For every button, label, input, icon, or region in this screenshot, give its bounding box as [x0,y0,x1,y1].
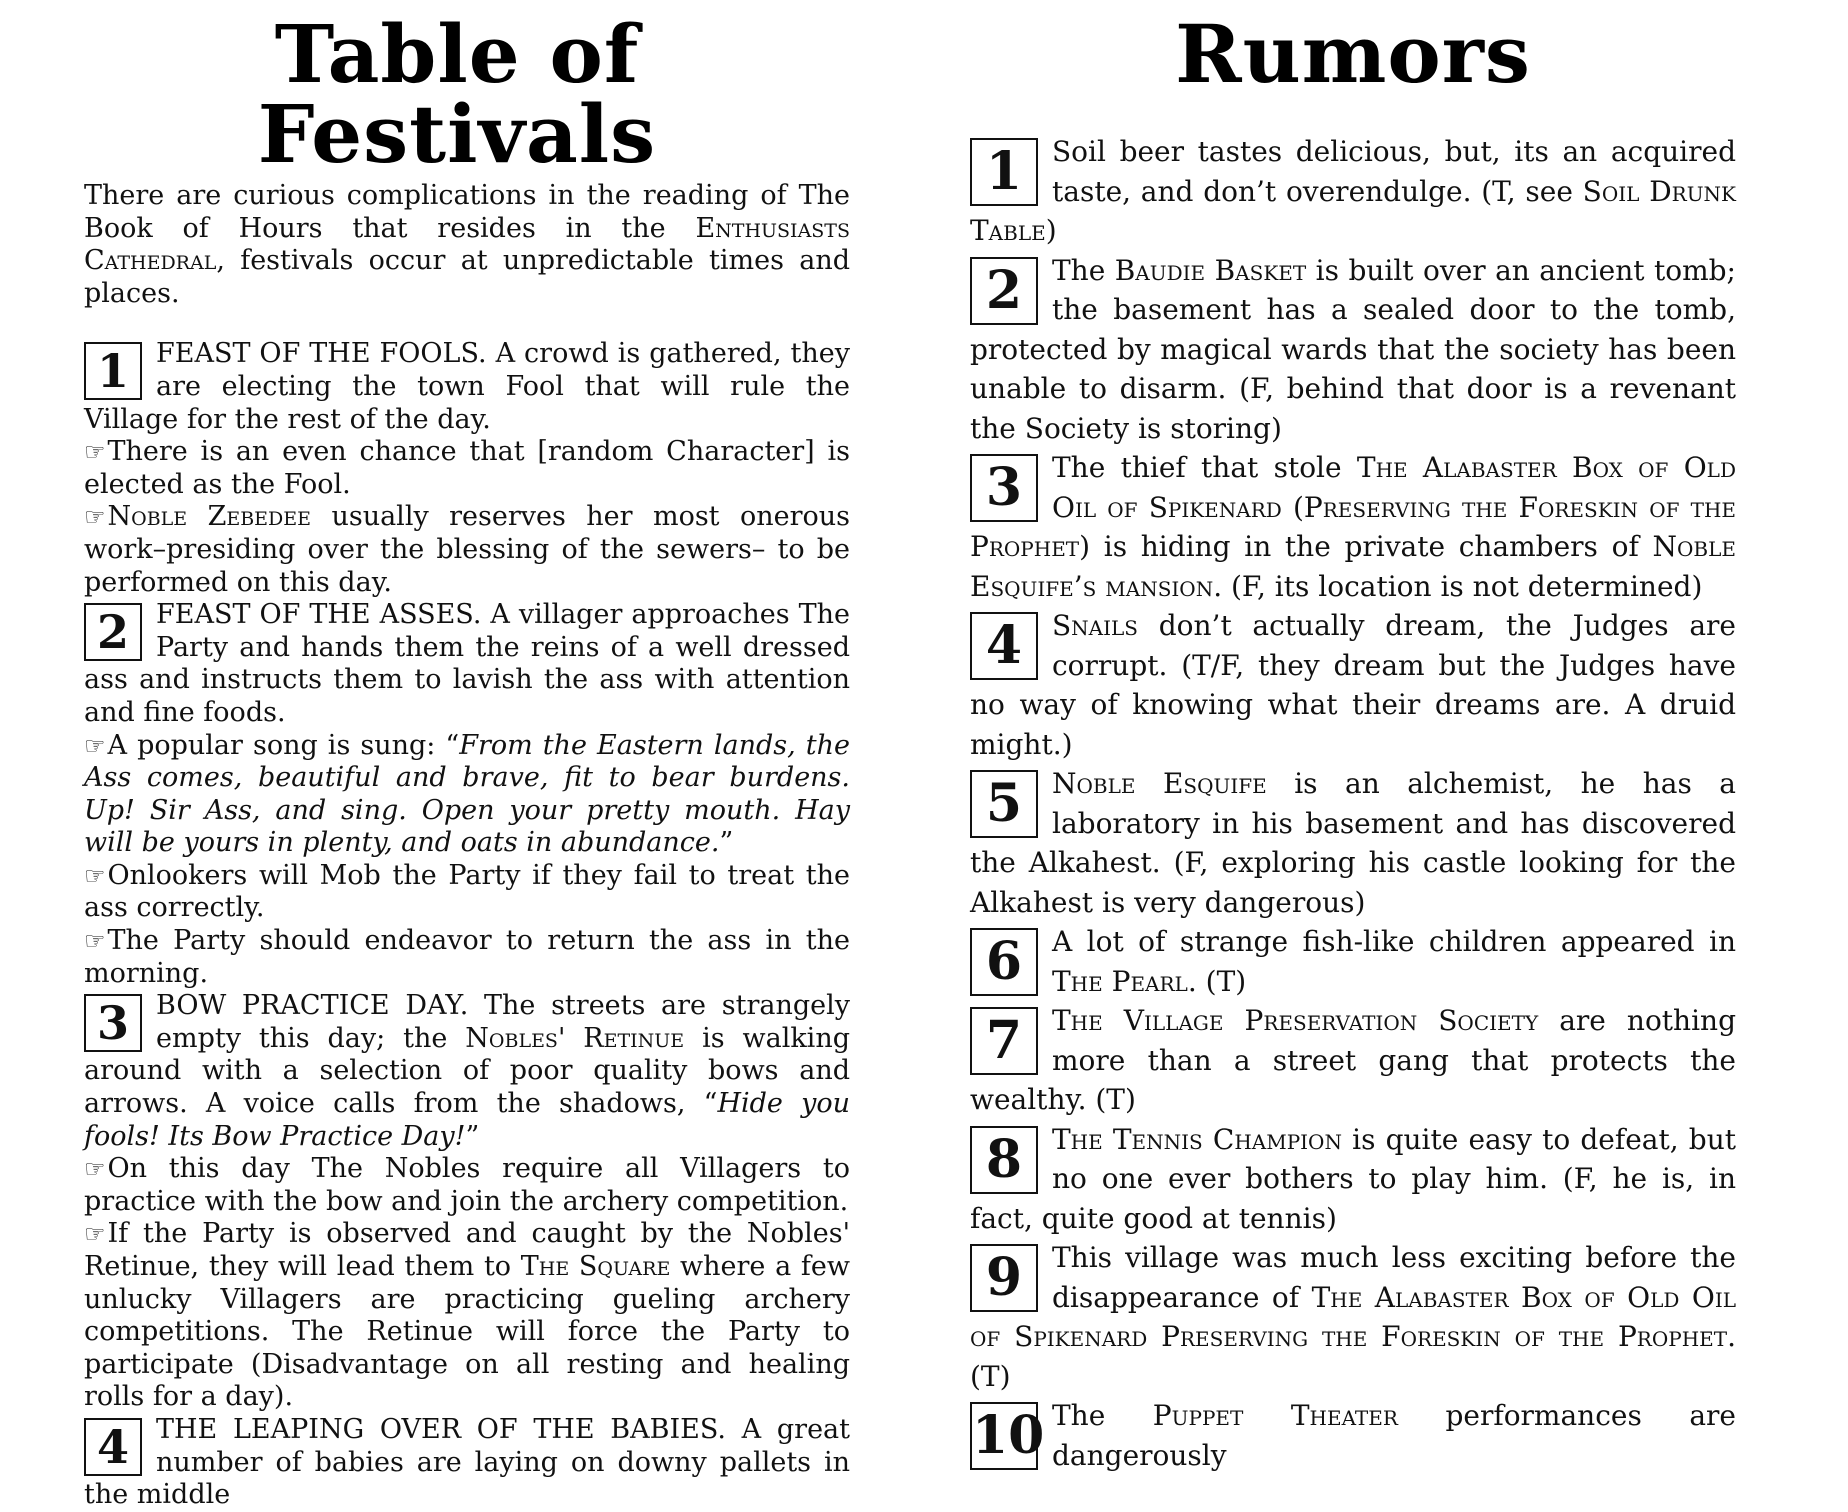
rumor-name: Noble Esquife [1052,767,1267,800]
entry-number-box: 6 [970,928,1038,996]
entry-text: is walking around with a selection of poor quality bows and arrows. A voice calls from the shadows, “ [84,1022,850,1120]
pointing-hand-icon: ☞ [84,1220,106,1249]
rumor-name: Puppet Theater [1152,1399,1398,1432]
festival-bullet [84,730,850,860]
entry-quote: Hide you fools! Its Bow Practice Day! [84,1088,850,1152]
rumor-entry-1 [970,132,1736,251]
festivals-title: Table of Festivals [257,7,657,181]
rumor-list [970,132,1736,1475]
bullet-text: Onlookers will Mob the Party if they fail to treat the ass correctly. [84,859,850,924]
festival-bullet [84,925,850,990]
entry-text: FEAST OF THE FOOLS. A crowd is gathered, they are electing the town Fool that will rule the Village for the rest of the day. [84,338,850,435]
rumor-entry-8 [970,1120,1736,1239]
bullet-name: Noble Zebedee [107,501,312,533]
festival-bullet [84,1218,850,1414]
bullet-text: There is an even chance that [random Character] is elected as the Fool. [84,436,850,500]
rumor-entry-9 [970,1238,1736,1396]
rumor-text: don’t actually dream, the Judges are corrupt. (T/F, they dream but the Judges have no way of knowing what their dreams are. A druid might.) [970,609,1736,761]
rumor-name: Noble Esquife’s mansion [970,530,1736,603]
rumor-text: A lot of strange fish-like children appeared in [1052,925,1736,958]
rumors-column [970,0,1736,1475]
rumor-name: The Alabaster Box of Old Oil of Spikenard (Preserving the Foreskin of the Prophet) [970,451,1736,563]
rumor-name: The Alabaster Box of Old Oil of Spikenard Preserving the Foreskin of the Prophet [970,1280,1737,1353]
rumor-text: is an alchemist, he has a laboratory in his basement and has discovered the Alkahest. (F, exploring his castle looking for the Alkahest is very dangerous) [970,767,1736,919]
festivals-intro [84,180,850,310]
entry-text: BOW PRACTICE DAY. The streets are strangely empty this day; the [156,990,850,1054]
festival-bullet [84,501,850,599]
entry-number-box: 1 [84,342,142,400]
rumor-text: ) [1045,214,1057,247]
bullet-place: The Square [520,1251,671,1282]
intro-place: Enthusiasts Cathedral [84,212,850,277]
rumor-entry-5 [970,764,1736,922]
entry-number-box: 3 [970,454,1038,522]
bullet-text: If the Party is observed and caught by the Nobles' Retinue, they will lead them to [84,1218,850,1282]
festivals-column [84,0,850,1512]
entry-number-box: 2 [970,257,1038,325]
rumor-text: are nothing more than a street gang that protects the wealthy. (T) [970,1004,1736,1116]
entry-number-box: 4 [970,612,1038,680]
rumor-text: is built over an ancient tomb; the basement has a sealed door to the tomb, protected by magical wards that the society has been unable to disarm. (F, behind that door is a revenant the Society is storing) [970,253,1736,445]
entry-number-box: 3 [84,994,142,1052]
rumor-text: This village was much less exciting before the disappearance of [1052,1241,1736,1314]
pointing-hand-icon: ☞ [84,438,106,467]
pointing-hand-icon: ☞ [84,1155,106,1184]
rumor-name: Soil Drunk Table [970,174,1736,247]
entry-text: ” [465,1120,480,1152]
rumor-text: is hiding in the private chambers of [1090,530,1653,563]
rumor-entry-7 [970,1001,1736,1120]
intro-text: There are curious complications in the reading of The Book of Hours that resides in the [84,180,850,244]
festival-bullet [84,1153,850,1218]
entry-name: Nobles' Retinue [465,1022,685,1054]
rumor-entry-6 [970,922,1736,1001]
pointing-hand-icon: ☞ [84,927,106,956]
bullet-text: usually reserves her most onerous work–presiding over the blessing of the sewers– to be performed on this day. [84,501,850,598]
rumor-text: performances are dangerously [1052,1399,1736,1472]
rumor-text: The [1052,253,1115,287]
rumor-name: The Pearl [1052,964,1188,998]
entry-number-box: 5 [970,770,1038,838]
rumor-text: . (T) [970,1320,1736,1393]
rumor-text: . (T) [1187,964,1247,998]
entry-number-box: 4 [84,1418,142,1476]
rumor-text: The thief that stole [1052,451,1357,484]
festival-entry-3 [84,990,850,1153]
rumor-name: The Tennis Champion [1052,1122,1342,1156]
festival-entry-1 [84,338,850,436]
rumor-entry-10 [970,1396,1736,1475]
intro-text-end: , festivals occur at unpredictable times and places. [84,245,850,309]
rumor-text: The [1052,1399,1153,1432]
rumor-entry-4 [970,606,1736,764]
festival-entry-4 [84,1414,850,1512]
entry-text: THE LEAPING OVER OF THE BABIES. A great number of babies are laying on downy pallets in the middle [84,1413,850,1511]
entry-number-box: 10 [970,1402,1038,1470]
entry-number-box: 9 [970,1244,1038,1312]
rumor-text: Soil beer tastes delicious, but, its an acquired taste, and don’t overendulge. (T, see [1052,135,1736,208]
entry-number-box: 8 [970,1126,1038,1194]
bullet-text: On this day The Nobles require all Villagers to practice with the bow and join the archery competition. [84,1153,850,1217]
bullet-text: where a few unlucky Villagers are practicing gueling archery competitions. The Retinue will force the Party to participate (Disadvantage on all resting and healing rolls for a day). [84,1251,851,1413]
bullet-text: The Party should endeavor to return the ass in the morning. [84,925,850,989]
festival-entry-2 [84,599,850,729]
rumors-title: Rumors [1175,7,1531,101]
festival-bullet [84,436,850,501]
rumor-entry-3 [970,448,1736,606]
song-lyrics: From the Eastern lands, the Ass comes, beautiful and brave, fit to bear burdens. Up! Sir Ass, and sing. Open your pretty mouth. Hay will be yours in plenty, and oats in abundance. [84,729,850,859]
festival-bullet [84,860,850,925]
rumor-entry-2 [970,251,1736,449]
entry-number-box: 7 [970,1007,1038,1075]
pointing-hand-icon: ☞ [84,861,106,890]
entry-number-box: 1 [970,138,1038,206]
pointing-hand-icon: ☞ [84,503,106,532]
rumor-name: Snails [1052,609,1139,642]
entry-text: FEAST OF THE ASSES. A villager approaches The Party and hands them the reins of a well dressed ass and instructs them to lavish the ass with attention and fine foods. [84,599,850,728]
rumor-text: . (F, its location is not determined) [1213,569,1703,603]
rumor-name: Baudie Basket [1114,253,1307,287]
bullet-text: ” [719,827,734,859]
rumor-text: is quite easy to defeat, but no one ever bothers to play him. (F, he is, in fact, quite good at tennis) [970,1122,1736,1235]
rumor-name: The Village Preservation Society [1052,1004,1539,1037]
bullet-text: A popular song is sung: “ [107,729,460,761]
pointing-hand-icon: ☞ [84,731,106,760]
entry-number-box: 2 [84,603,142,661]
